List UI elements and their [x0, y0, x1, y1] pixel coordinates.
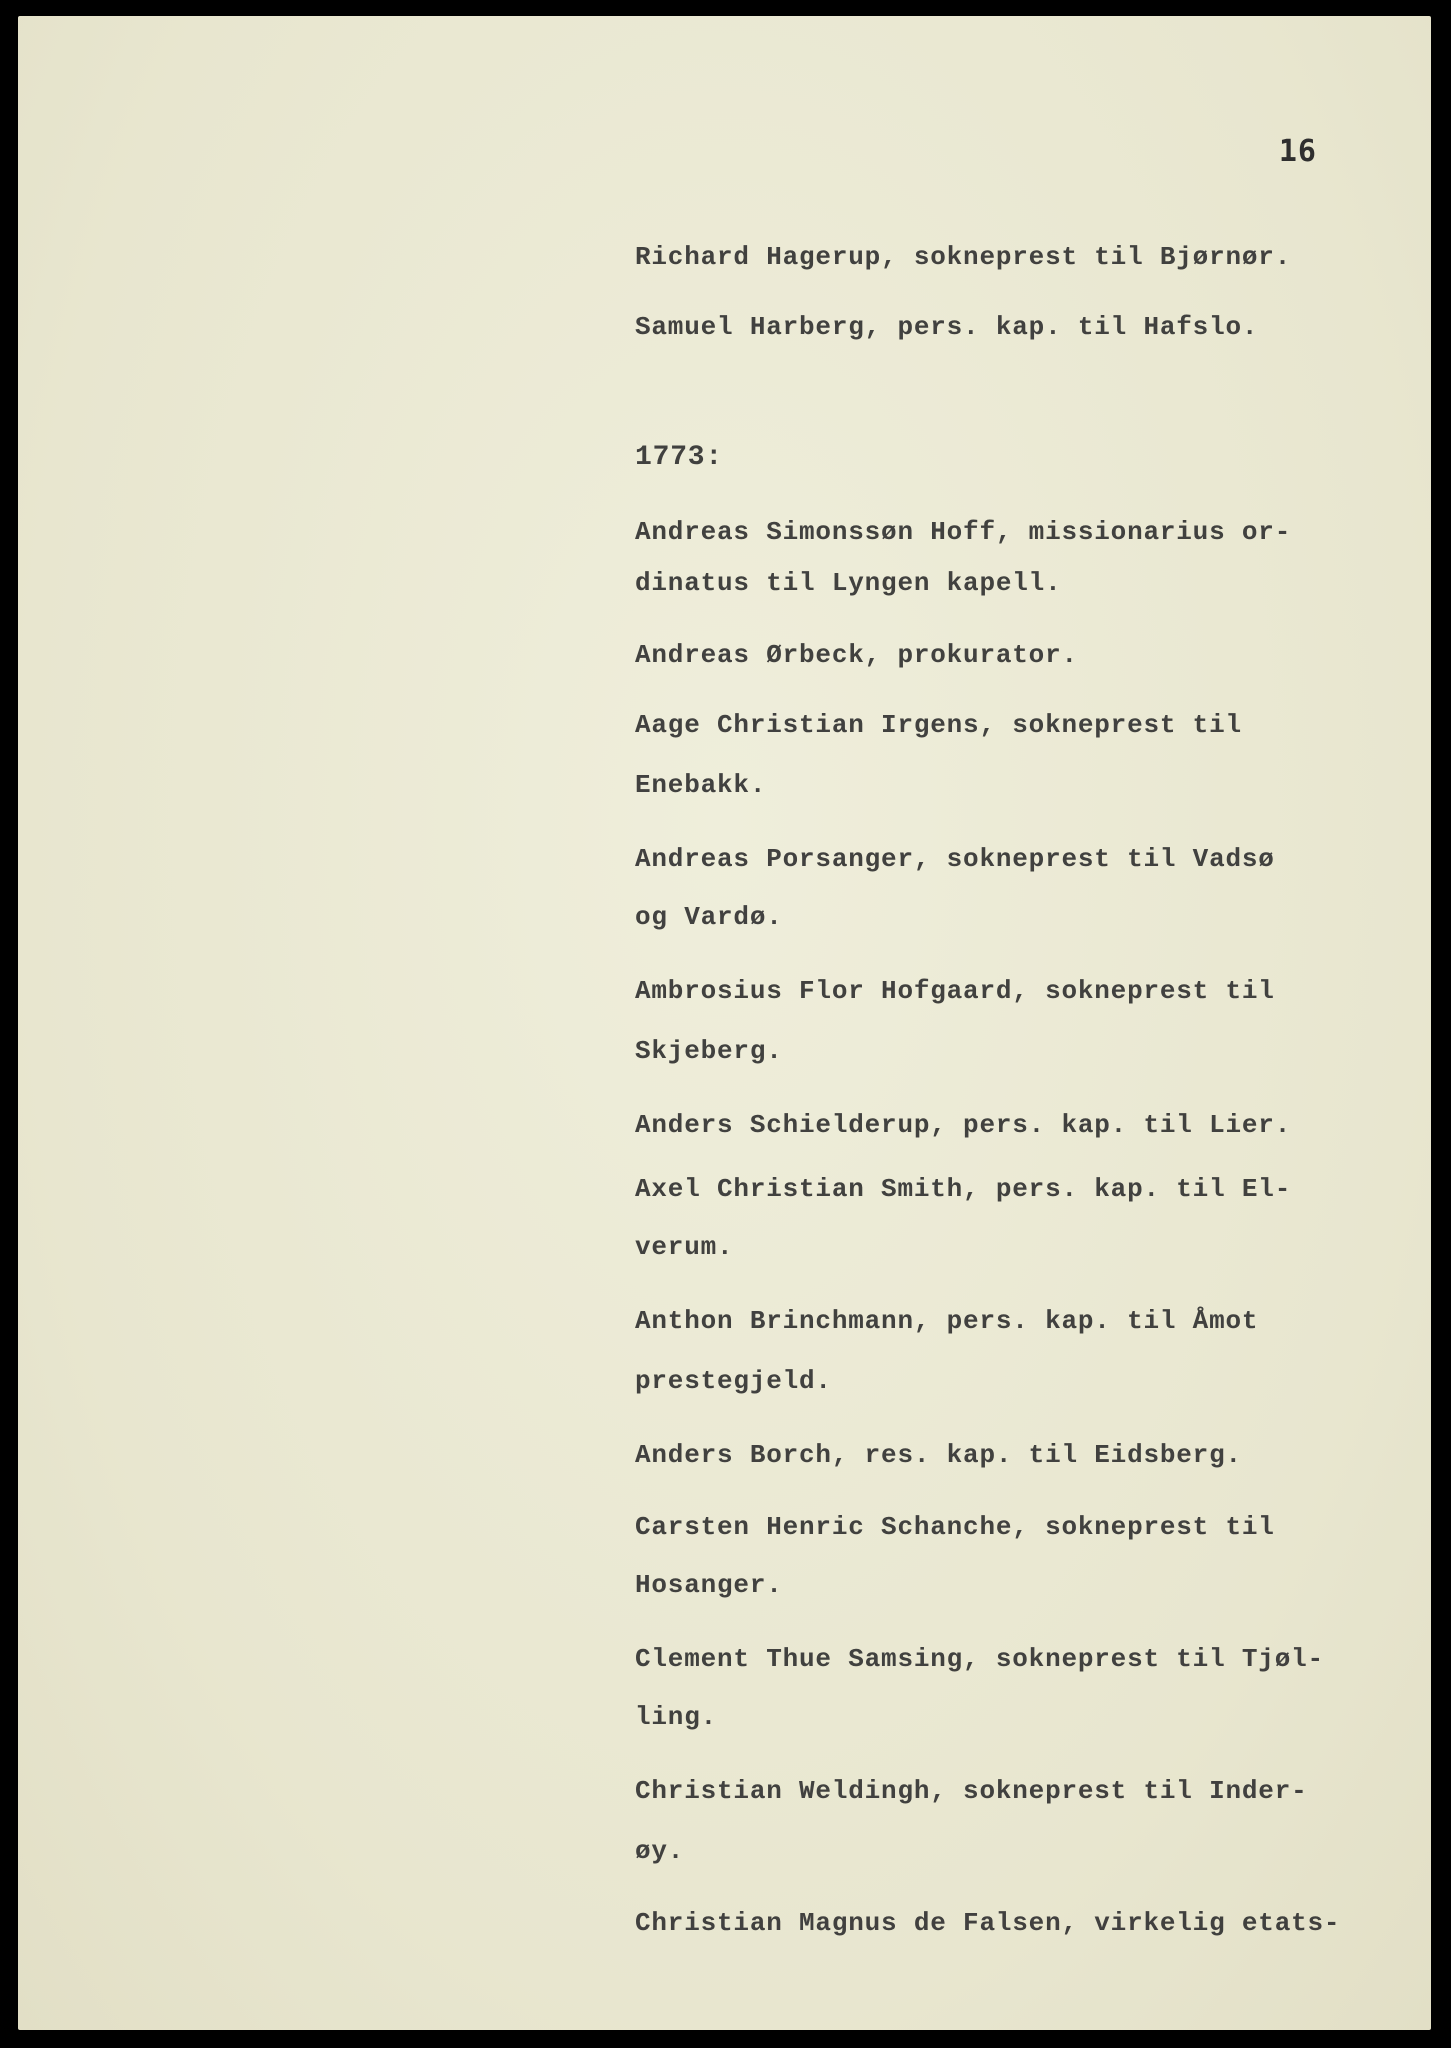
page-number: 16: [1278, 134, 1317, 169]
text-line: Ambrosius Flor Hofgaard, sokneprest til: [635, 976, 1275, 1006]
text-line: øy.: [635, 1836, 685, 1866]
text-line: Christian Magnus de Falsen, virkelig etats-: [635, 1908, 1341, 1938]
text-line: Richard Hagerup, sokneprest til Bjørnør.: [635, 242, 1292, 272]
text-line: og Vardø.: [635, 902, 783, 932]
text-line: Clement Thue Samsing, sokneprest til Tjøl-: [635, 1644, 1324, 1674]
text-line: Enebakk.: [635, 770, 767, 800]
text-line: Andreas Porsanger, sokneprest til Vadsø: [635, 844, 1275, 874]
text-line: Skjeberg.: [635, 1036, 783, 1066]
text-line: Hosanger.: [635, 1570, 783, 1600]
text-line: Anthon Brinchmann, pers. kap. til Åmot: [635, 1306, 1259, 1336]
text-line: Anders Schielderup, pers. kap. til Lier.: [635, 1110, 1292, 1140]
text-line: Christian Weldingh, sokneprest til Inder-: [635, 1776, 1308, 1806]
document-page: [18, 16, 1431, 2030]
text-line: Aage Christian Irgens, sokneprest til: [635, 710, 1242, 740]
text-line: Carsten Henric Schanche, sokneprest til: [635, 1512, 1275, 1542]
year-heading: 1773:: [635, 442, 724, 473]
text-line: dinatus til Lyngen kapell.: [635, 568, 1062, 598]
text-line: Andreas Simonssøn Hoff, missionarius or-: [635, 517, 1292, 547]
text-line: ling.: [635, 1702, 718, 1732]
text-line: Axel Christian Smith, pers. kap. til El-: [635, 1174, 1292, 1204]
text-line: Samuel Harberg, pers. kap. til Hafslo.: [635, 312, 1259, 342]
text-line: prestegjeld.: [635, 1366, 832, 1396]
text-line: Andreas Ørbeck, prokurator.: [635, 640, 1078, 670]
text-line: verum.: [635, 1232, 734, 1262]
text-line: Anders Borch, res. kap. til Eidsberg.: [635, 1440, 1242, 1470]
